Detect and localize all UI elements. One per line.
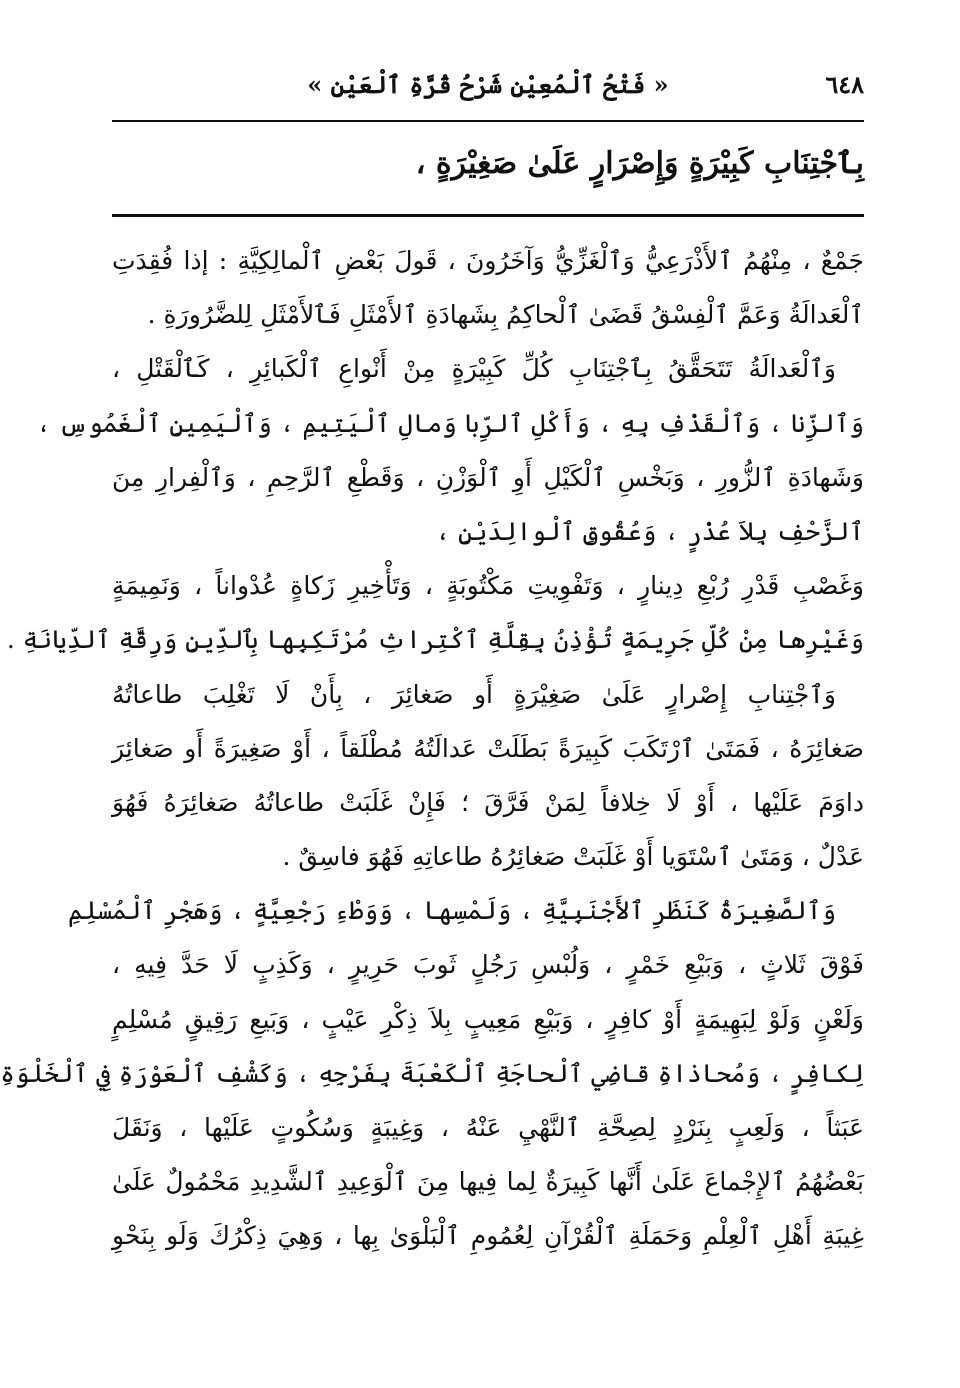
paragraph bbox=[112, 668, 864, 885]
text-line: عَدْلٌ ، وَمَتَىٰ ٱسْتَوَيا أَوْ غَلَبَتْ صَغائِرُهُ طاعاتِهِ فَهُوَ فاسِقٌ . bbox=[282, 842, 864, 872]
page-header bbox=[112, 66, 864, 118]
running-title: « فَتْحُ ٱلْمُعِيْنِ شَرْحُ قُرَّةِ ٱلْعَيْنِ » bbox=[307, 70, 669, 99]
text-line: وَٱلزِّنا ، وَٱلْقَذْفِ بِهِ ، وَأَكْلِ ٱلرِّبا وَمالِ ٱلْيَتِيمِ ، وَٱلْيَمِينِ ٱلْغَمُوسِ ، bbox=[36, 408, 864, 438]
commentary-body bbox=[0, 234, 864, 1264]
text-line: بَعْضُهُمُ ٱلإِجْماعَ عَلَىٰ أَنَّها كَبِيرَةٌ لِما فِيها مِنَ ٱلْوَعِيدِ ٱلشَّدِيدِ مَحْمُولٌ عَلَىٰ bbox=[112, 1167, 864, 1197]
text-line: ٱلزَّحْفِ بِلاَ عُذْرٍ ، وَعُقُوقِ ٱلْوالِدَيْنِ ، bbox=[435, 516, 864, 546]
paragraph bbox=[6, 559, 864, 667]
text-line: وَٱجْتِنابِ إِصْرارٍ عَلَىٰ صَغِيْرَةٍ أَو صَغائِرَ ، بِأَنْ لَا تَغْلِبَ طاعاتُهُ bbox=[112, 679, 836, 709]
text-line: وَشَهادَةِ ٱلزُّورِ ، وَبَخْسِ ٱلْكَيْلِ أَوِ ٱلْوَزْنِ ، وَقَطْعِ ٱلرَّحِمِ ، وَٱلْفِرارِ مِنَ bbox=[112, 462, 864, 492]
text-line: فَوْقَ ثَلاثٍ ، وَبَيْعِ خَمْرٍ ، وَلُبْسِ رَجُلٍ ثَوبَ حَرِيرٍ ، وَكَذِبٍ لَا حَدَّ فِيهِ ، bbox=[112, 950, 864, 980]
matn-separator-rule bbox=[112, 214, 864, 217]
text-line: جَمْعٌ ، مِنْهُمُ ٱلأَذْرَعِيُّ وَٱلْغَزِّيُّ وَآخَرُونَ ، قَولَ بَعْضِ ٱلْمالِكِيَّةِ : إذا فُقِدَتِ bbox=[112, 246, 864, 275]
paragraph bbox=[112, 234, 864, 342]
text-line: وَٱلصَّغِيرَةُ كَنَظَرِ ٱلأَجْنَبِيَّةِ ، وَلَمْسِها ، وَوَطْءِ رَجْعِيَّةٍ ، وَهَجْرِ ٱلْمُسْلِمِ bbox=[68, 896, 836, 926]
matn-text: بِٱجْتِنَابِ كَبِيْرَةٍ وَإِصْرَارٍ عَلَىٰ صَغِيْرَةٍ ، bbox=[415, 146, 864, 181]
header-rule bbox=[112, 120, 864, 122]
text-line: ٱلْعَدالَةُ وَعَمَّ ٱلْفِسْقُ قَضَىٰ ٱلْحاكِمُ بِشَهادَةِ ٱلأَمْثَلِ فَٱلأَمْثَلِ لِلضَّرُورَةِ . bbox=[147, 300, 864, 330]
text-line: وَلَعْنٍ وَلَوْ لِبَهِيمَةٍ أَوْ كافِرٍ ، وَبَيْعِ مَعِيبٍ بِلاَ ذِكْرِ عَيْبٍ ، وَبَيعِ رَقِيقٍ مُسْلِمٍ bbox=[112, 1004, 864, 1034]
text-line: لِكافِرٍ ، وَمُحاذاةِ قاضِي ٱلْحاجَةِ ٱلْكَعْبَةَ بِفَرْجِهِ ، وَكَشْفِ ٱلْعَوْرَةِ فِي ٱلْخَلْوَةِ bbox=[0, 1058, 864, 1088]
text-line: عَبَثاً ، وَلَعِبٍ بِنَرْدٍ لِصِحَّةِ ٱلنَّهْيِ عَنْهُ ، وَغِيبَةٍ وَسُكُوتٍ عَلَيْها ، وَنَقَلَ bbox=[112, 1113, 864, 1142]
text-line: وَغَصْبِ قَدْرِ رُبْعِ دِينارٍ ، وَتَفْوِيتِ مَكْتُوبَةٍ ، وَتَأْخِيرِ زَكاةٍ عُدْواناً ، وَنَمِيمَةٍ bbox=[112, 571, 864, 601]
page-number: ٦٤٨ bbox=[825, 70, 864, 99]
text-line: وَغَيْرِها مِنْ كُلِّ جَرِيمَةٍ تُؤْذِنُ بِقِلَّةِ ٱكْتِراثِ مُرْتَكِبِها بِٱلدِّينِ وَرِقَّةِ ٱلدِّيانَةِ . bbox=[6, 625, 864, 655]
paragraph bbox=[36, 342, 864, 559]
text-line: وَٱلْعَدالَةُ تَتَحَقَّقُ بِٱجْتِنَابِ كُلِّ كَبِيْرَةٍ مِنْ أَنْواعِ ٱلْكَبائِرِ ، كَٱلْقَتْلِ ، bbox=[112, 354, 836, 384]
text-line: غِيبَةِ أَهْلِ ٱلْعِلْمِ وَحَمَلَةِ ٱلْقُرْآنِ لِعُمُومِ ٱلْبَلْوَىٰ بِها ، وَهِيَ ذِكْرُكَ وَلَو بِنَحْوِ bbox=[112, 1221, 864, 1251]
text-line: صَغائِرَهُ ، فَمَتَىٰ ٱرْتَكَبَ كَبِيرَةً بَطَلَتْ عَدالَتُهُ مُطْلَقاً ، أَوْ صَغِيرَةً أَو صَغائِرَ bbox=[112, 733, 864, 763]
paragraph bbox=[0, 884, 864, 1263]
text-line: داوَمَ عَلَيْها ، أَوْ لَا خِلافاً لِمَنْ فَرَّقَ ؛ فَإِنْ غَلَبَتْ طاعاتُهُ صَغائِرَهُ فَهُوَ bbox=[112, 787, 864, 817]
